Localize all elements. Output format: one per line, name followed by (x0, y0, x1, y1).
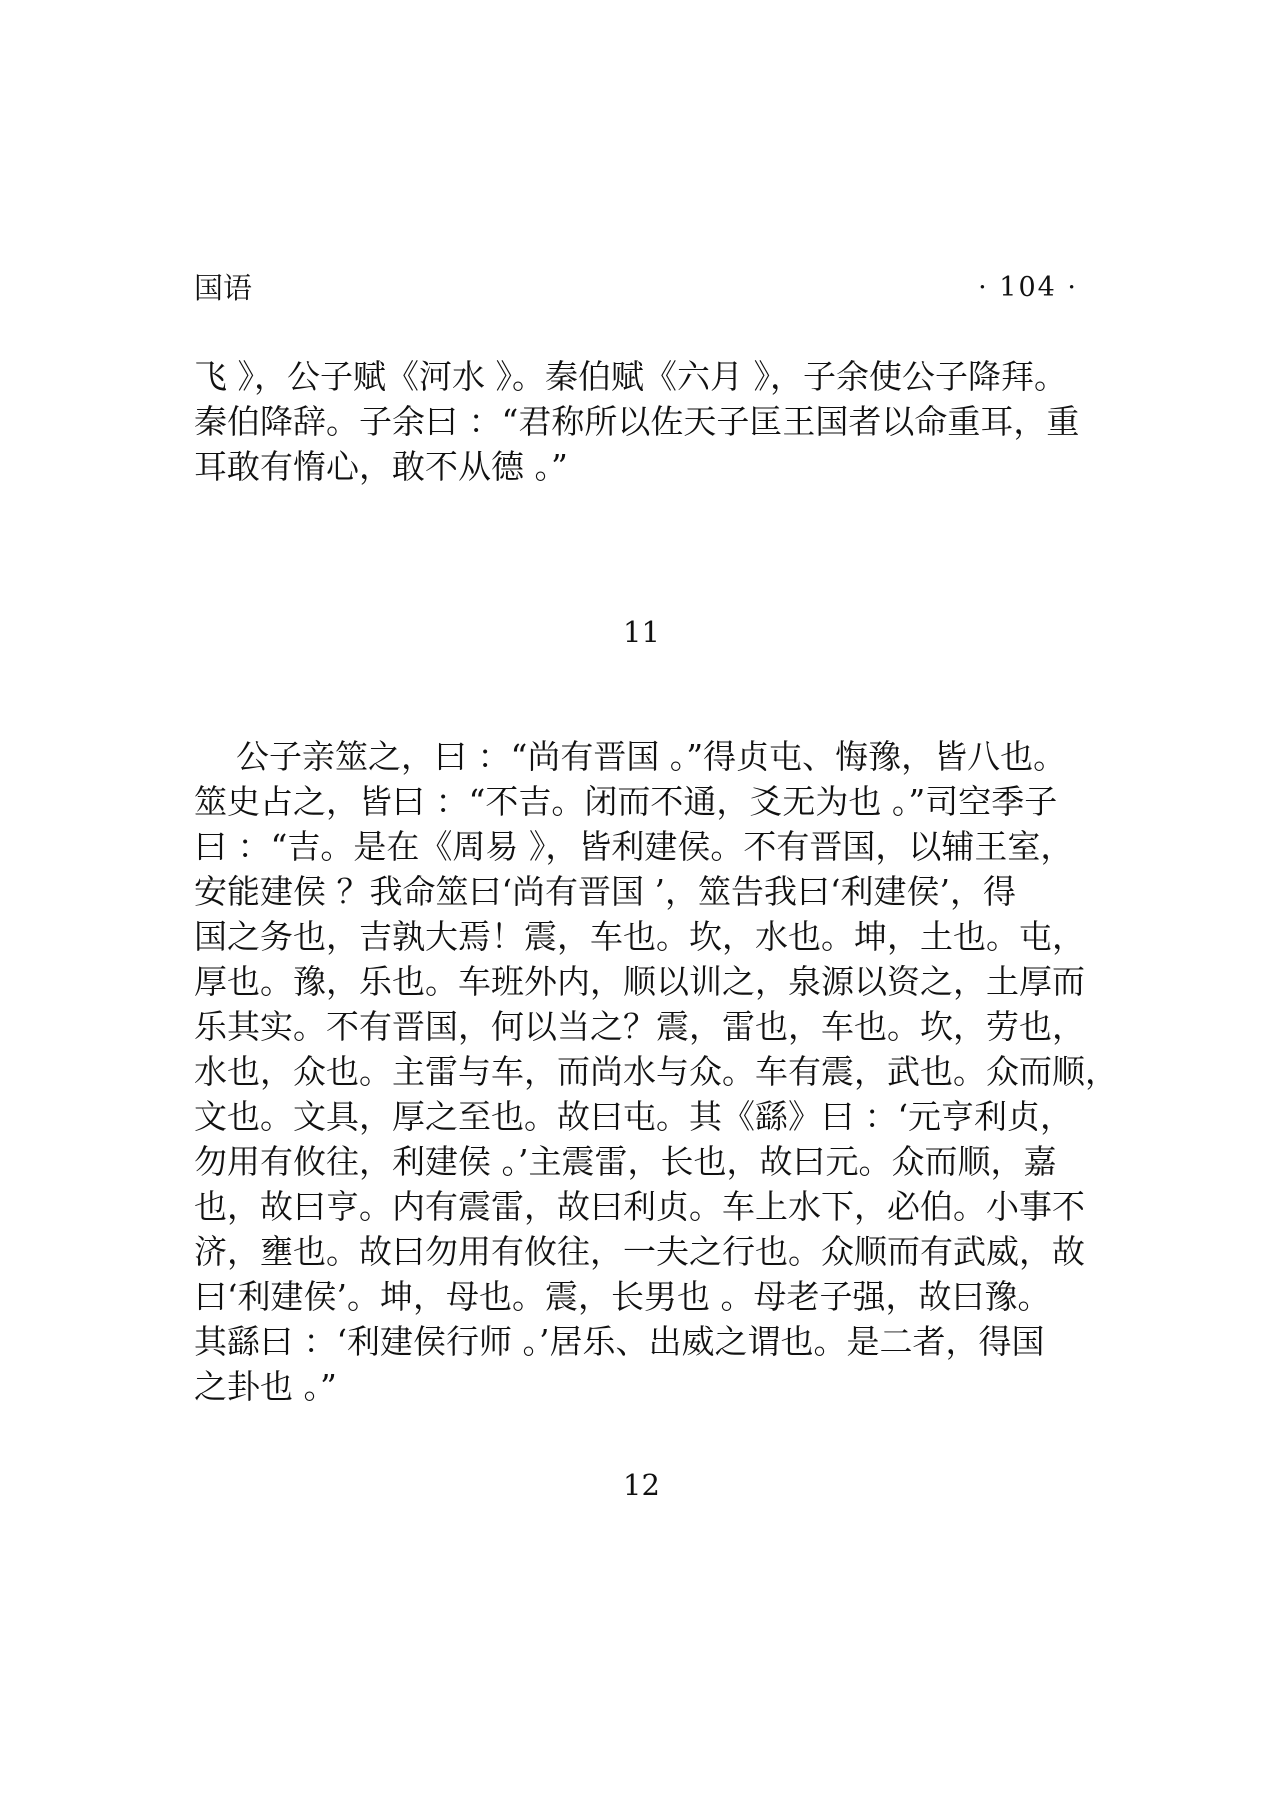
text-line: 曰‘利建侯’。坤，母也。震，长男也 。母老子强，故曰豫。 (194, 1277, 1051, 1316)
text-line: 厚也。豫，乐也。车班外内，顺以训之，泉源以资之，土厚而 (194, 962, 1085, 1001)
text-line: 济，壅也。故曰勿用有攸往，一夫之行也。众顺而有武威，故 (194, 1232, 1085, 1271)
text-line: 文也。文具，厚之至也。故曰屯。其《繇》曰 ：‘元亨利贞， (194, 1097, 1073, 1136)
page-header (194, 268, 1078, 308)
section-number-12: 12 (623, 1468, 660, 1502)
text-line: 公子亲筮之，曰 ：“尚有晋国 。”得贞屯、悔豫，皆八也。 (194, 737, 1067, 776)
text-line: 安能建侯 ？我命筮曰‘尚有晋国 ’，筮告我曰‘利建侯’，得 (194, 872, 1016, 911)
text-line: 之卦也 。” (194, 1367, 337, 1406)
text-line: 飞 》，公子赋《河水 》。秦伯赋《六月 》，子余使公子降拜。 (194, 357, 1067, 396)
text-line: 筮史占之，皆曰 ：“不吉。闭而不通，爻无为也 。”司空季子 (194, 782, 1058, 821)
text-line: 也，故曰亨。内有震雷，故曰利贞。车上水下，必伯。小事不 (194, 1187, 1085, 1226)
text-line: 国之务也，吉孰大焉！震，车也。坎，水也。坤，土也。屯， (194, 917, 1085, 956)
text-line: 其繇曰 ：‘利建侯行师 。’居乐、出威之谓也。是二者，得国 (194, 1322, 1045, 1361)
paragraph-1 (194, 354, 1086, 489)
book-title: 国语 (194, 271, 253, 305)
text-line: 水也，众也。主雷与车，而尚水与众。车有震，武也。众而顺， (194, 1052, 1118, 1091)
text-line: 勿用有攸往，利建侯 。’主震雷，长也，故曰元。众而顺，嘉 (194, 1142, 1057, 1181)
text-line: 曰 ：“吉。是在《周易 》，皆利建侯。不有晋国，以辅王室， (194, 827, 1074, 866)
section-number-11: 11 (623, 615, 660, 649)
text-line: 乐其实。不有晋国，何以当之？震，雷也，车也。坎，劳也， (194, 1007, 1085, 1046)
text-line: 耳敢有惰心，敢不从德 。” (194, 447, 568, 486)
page-number: · 104 · (978, 272, 1078, 303)
text-line: 秦伯降辞。子余曰 ：“君称所以佐天子匡王国者以命重耳，重 (194, 402, 1080, 441)
paragraph-2 (194, 734, 1118, 1409)
